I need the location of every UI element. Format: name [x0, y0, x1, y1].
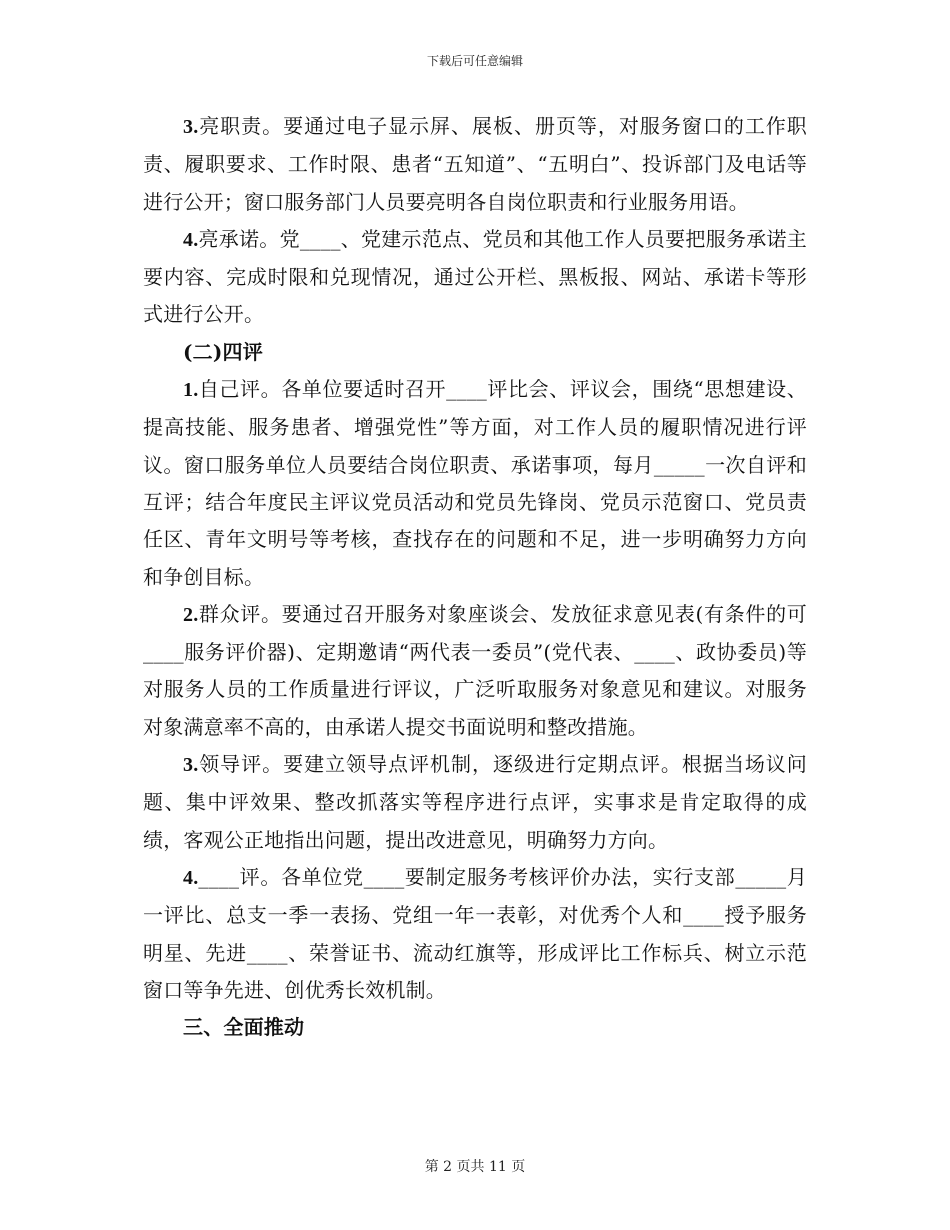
- section-heading-quanmian-tuidong: [143, 1009, 807, 1046]
- paragraph-text: ____评。各单位党____要制定服务考核评价办法，实行支部_____月一评比、总支一季一表扬、党组一年一表彰，对优秀个人和____授予服务明星、先进____、荣誉证书、流动红旗等，形成评比工作标兵、树立示范窗口等争先进、创优秀长效机制。: [143, 864, 807, 1002]
- document-body: [143, 108, 807, 1046]
- page-footer: 第 2 页共 11 页: [424, 1159, 526, 1175]
- paragraph-text: 亮承诺。党____、党建示范点、党员和其他工作人员要把服务承诺主要内容、完成时限和兑现情况，通过公开栏、黑板报、网站、承诺卡等形式进行公开。: [143, 226, 807, 327]
- section-heading-text: 三、全面推动: [183, 1015, 305, 1040]
- paragraph-liang-chengnuo: [143, 221, 807, 334]
- paragraph-lingdao-ping: [143, 746, 807, 859]
- paragraph-number: 2.: [183, 603, 199, 626]
- paragraph-qunzhong-ping: [143, 596, 807, 746]
- paragraph-number: 3.: [183, 754, 199, 777]
- paragraph-text: 领导评。要建立领导点评机制，逐级进行定期点评。根据当场议问题、集中评效果、整改抓落实等程序进行点评，实事求是肯定取得的成绩，客观公正地指出问题，提出改进意见，明确努力方向。: [143, 752, 807, 852]
- paragraph-kaohe-ping: [143, 859, 807, 1009]
- paragraph-number: 1.: [183, 379, 199, 402]
- paragraph-number: 4.: [183, 866, 199, 889]
- paragraph-ziji-ping: [143, 371, 807, 596]
- paragraph-text: 群众评。要通过召开服务对象座谈会、发放征求意见表(有条件的可____服务评价器)、定期邀请“两代表一委员”(党代表、____、政协委员)等对服务人员的工作质量进行评议，广泛听取服务对象意见和建议。对服务对象满意率不高的，由承诺人提交书面说明和整改措施。: [143, 601, 807, 739]
- paragraph-text: 自己评。各单位要适时召开____评比会、评议会，围绕“思想建设、提高技能、服务患者、增强党性”等方面，对工作人员的履职情况进行评议。窗口服务单位人员要结合岗位职责、承诺事项，每月_____一次自评和互评；结合年度民主评议党员活动和党员先锋岗、党员示范窗口、党员责任区、青年文明号等考核，查找存在的问题和不足，进一步明确努力方向和争创目标。: [143, 377, 807, 589]
- page-header: 下载后可任意编辑: [426, 54, 523, 68]
- paragraph-text: 亮职责。要通过电子显示屏、展板、册页等，对服务窗口的工作职责、履职要求、工作时限、患者“五知道”、“五明白”、投诉部门及电话等进行公开；窗口服务部门人员要亮明各自岗位职责和行业服务用语。: [143, 114, 807, 214]
- section-heading-text: (二)四评: [183, 339, 263, 364]
- paragraph-liang-zhize: [143, 108, 807, 221]
- paragraph-number: 3.: [183, 116, 199, 138]
- paragraph-number: 4.: [183, 228, 199, 251]
- section-heading-siping: [143, 334, 807, 371]
